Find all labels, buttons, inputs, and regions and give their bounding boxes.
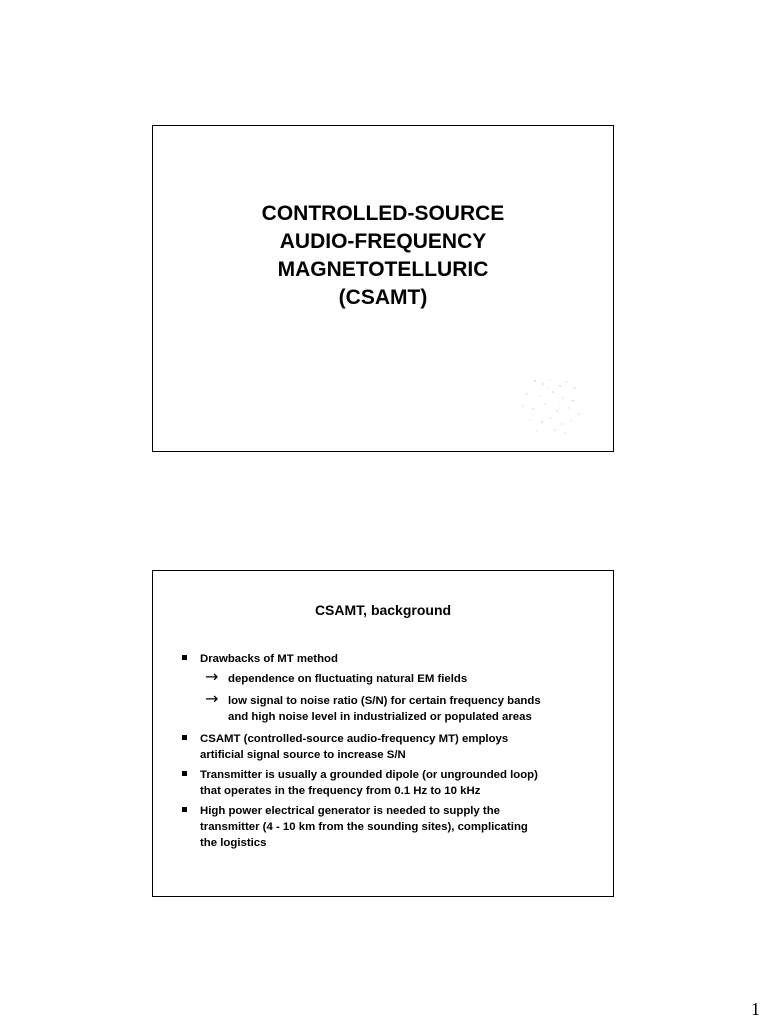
right-arrow-icon: →	[205, 667, 219, 686]
bullet-text-line-2: artificial signal source to increase S/N	[200, 749, 406, 761]
bullet-text-line-3: the logistics	[200, 837, 267, 849]
slide-2-title: CSAMT, background	[314, 602, 452, 618]
sub-item-text-line-2: and high noise level in industrialized or populated areas	[228, 711, 532, 723]
slide-1-title-line-2: AUDIO-FREQUENCY	[279, 230, 487, 253]
page-number: 1	[751, 999, 760, 1019]
bullet-text-line-2: transmitter (4 - 10 km from the sounding sites), complicating	[200, 821, 528, 833]
sub-item-fluctuating-fields	[181, 667, 603, 687]
square-bullet-icon	[182, 735, 187, 740]
slide-1-title-line-1: CONTROLLED-SOURCE	[261, 202, 505, 225]
right-arrow-icon: →	[205, 689, 219, 708]
sub-item-text-line-1: low signal to noise ratio (S/N) for certain frequency bands	[228, 695, 541, 707]
bullet-item-generator	[181, 803, 603, 851]
bullet-text-line-1: CSAMT (controlled-source audio-frequency MT) employs	[200, 733, 509, 745]
bullet-item-transmitter	[181, 767, 603, 799]
slide-1-title-line-4: (CSAMT)	[338, 286, 428, 309]
slide-2	[152, 570, 614, 897]
sub-item-text: dependence on fluctuating natural EM fields	[228, 673, 468, 685]
bullet-text-line-1: High power electrical generator is needed to supply the	[200, 805, 501, 817]
bullet-text-line-2: that operates in the frequency from 0.1 Hz to 10 kHz	[200, 785, 481, 797]
bullet-item-csamt-employs	[181, 731, 603, 763]
slide-1	[152, 125, 614, 452]
bullet-text-line-1: Transmitter is usually a grounded dipole (or ungrounded loop)	[200, 769, 538, 781]
sub-item-low-snr	[181, 689, 603, 725]
bullet-text: Drawbacks of MT method	[200, 653, 338, 665]
slide-1-title	[153, 200, 613, 312]
scan-speckle-noise	[515, 376, 585, 436]
square-bullet-icon	[182, 771, 187, 776]
square-bullet-icon	[182, 655, 187, 660]
bullet-list	[181, 651, 603, 855]
slide-1-title-line-3: MAGNETOTELLURIC	[277, 258, 489, 281]
square-bullet-icon	[182, 807, 187, 812]
bullet-item-drawbacks	[181, 651, 603, 667]
